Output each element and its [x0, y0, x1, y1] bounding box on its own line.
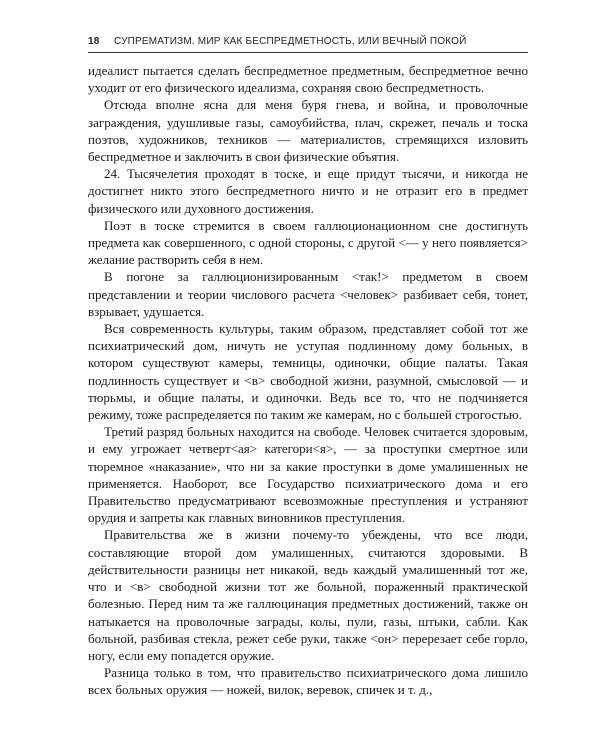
paragraph: Поэт в тоске стремится в своем галлюционационном сне достигнуть предмета как совершенного, с одной стороны, с другой <— у него появляется> желание растворить себя в нем.: [88, 217, 528, 268]
running-head-title: СУПРЕМАТИЗМ. МИР КАК БЕСПРЕДМЕТНОСТЬ, ИЛИ ВЕЧНЫЙ ПОКОЙ: [114, 36, 467, 47]
header-divider: [88, 52, 528, 53]
paragraph: 24. Тысячелетия проходят в тоске, и еще придут тысячи, и никогда не достигнет никто этого беспредметного ничто и не отразит его в предмет физического или духовного достижения.: [88, 166, 528, 216]
body-text: [88, 62, 528, 699]
paragraph: Правительства же в жизни почему-то убеждены, что все люди, составляющие второй дом умалишенных, считаются здоровыми. В действительности разницы нет никакой, ведь каждый умалишенный тот же, что и <в> свободной жизни тот же больной, пораженный практической болезнью. Перед ним та же галлюцинация предметных достижений, также он натыкается на проволочные заграды, колы, пули, газы, штыки, сабли. Как больной, разбивая стекла, режет себе руки, также <он> перерезает себе горло, ногу, если ему попадется оружие.: [88, 527, 528, 663]
paragraph: В погоне за галлюционизированным <так!> предметом в своем представлении и теории числового расчета <человек> разбивает себя, тонет, взрывает, удушается.: [88, 269, 528, 319]
paragraph: Третий разряд больных находится на свободе. Человек считается здоровым, и ему угрожает четверт<ая> категори<я>, — за проступки смертное или тюремное «наказание», что ни за какие проступки в доме умалишенных не применяется. Наоборот, все Государство психиатрического дома и его Правительство предусматривают всевозможные преступления и устраняют орудия и запреты как главных виновников преступления.: [88, 424, 528, 526]
paragraph: идеалист пытается сделать беспредметное предметным, беспредметное вечно уходит от его физического идеализма, сохраняя свою беспредметность.: [88, 63, 528, 96]
paragraph: Отсюда вполне ясна для меня буря гнева, и война, и проволочные заграждения, удушливые газы, самоубийства, плач, скрежет, печаль и тоска поэтов, художников, техников — материалистов, стремящихся изловить беспредметное и заключить в свои физические объятия.: [88, 97, 528, 165]
page-number: 18: [88, 36, 100, 47]
running-head: [88, 36, 528, 52]
paragraph: Вся современность культуры, таким образом, представляет собой тот же психиатрический дом, ничуть не уступая подлинному дому больных, в котором существуют камеры, темницы, одиночки, общие палаты. Такая подлинность существует и <в> свободной жизни, разумной, смысловой — и тюрьмы, и общие палаты, и одиночки. Ведь все то, что не подчиняется режиму, тоже распределяется по таким же камерам, но с большей строгостью.: [88, 321, 528, 423]
paragraph: Разница только в том, что правительство психиатрического дома лишило всех больных оружия — ножей, вилок, веревок, спичек и т. д.,: [88, 665, 528, 698]
